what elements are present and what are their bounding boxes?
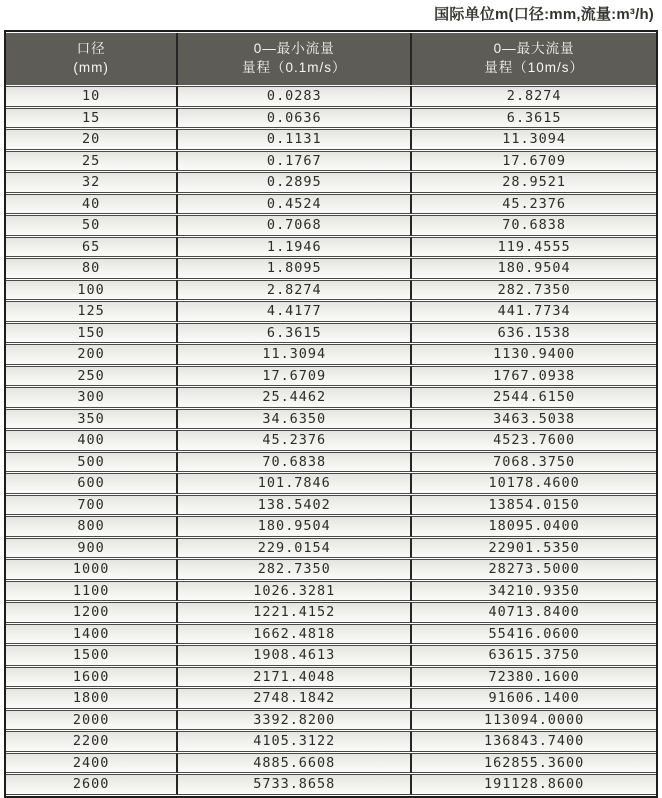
max-flow-cell: 119.4555 [412, 237, 656, 258]
header-diameter-line1: 口径 [76, 41, 106, 57]
header-min-flow [178, 33, 412, 85]
table-row [6, 495, 656, 516]
decimal-point: . [289, 711, 299, 728]
table-row [6, 387, 656, 408]
min-flow-cell: 0.0283 [178, 86, 412, 107]
min-flow-cell: 11.3094 [178, 344, 412, 365]
diameter-cell: 1000 [6, 559, 178, 580]
diameter-cell: 1500 [6, 645, 178, 666]
decimal-point: . [276, 195, 286, 212]
decimal-point: . [529, 367, 539, 384]
decimal-point: . [280, 389, 290, 406]
table-row [6, 710, 656, 731]
min-flow-cell: 0.4524 [178, 194, 412, 215]
decimal-point: . [276, 303, 286, 320]
min-flow-cell: 4885.6608 [178, 753, 412, 774]
table-row [6, 624, 656, 645]
diameter-cell: 2000 [6, 710, 178, 731]
diameter-cell: 40 [6, 194, 178, 215]
table-row [6, 473, 656, 494]
decimal-point: . [520, 217, 530, 234]
decimal-point: . [534, 647, 544, 664]
diameter-cell: 80 [6, 258, 178, 279]
min-flow-cell: 3392.8200 [178, 710, 412, 731]
decimal-point: . [534, 518, 544, 535]
max-flow-cell: 18095.0400 [412, 516, 656, 537]
min-flow-cell: 5733.8658 [178, 774, 412, 795]
table-row [6, 108, 656, 129]
min-flow-cell: 180.9504 [178, 516, 412, 537]
decimal-point: . [289, 647, 299, 664]
table-header [6, 33, 656, 85]
decimal-point: . [538, 754, 548, 771]
table-body [6, 86, 656, 795]
decimal-point: . [276, 238, 286, 255]
decimal-point: . [534, 496, 544, 513]
table-row [6, 151, 656, 172]
decimal-point: . [280, 453, 290, 470]
decimal-point: . [534, 561, 544, 578]
decimal-point: . [289, 733, 299, 750]
decimal-point: . [520, 195, 530, 212]
max-flow-cell: 72380.1600 [412, 667, 656, 688]
max-flow-cell: 7068.3750 [412, 452, 656, 473]
min-flow-cell: 17.6709 [178, 366, 412, 387]
diameter-cell: 65 [6, 237, 178, 258]
decimal-point: . [534, 604, 544, 621]
diameter-cell: 200 [6, 344, 178, 365]
max-flow-cell: 1767.0938 [412, 366, 656, 387]
diameter-cell: 1100 [6, 581, 178, 602]
table-row [6, 129, 656, 150]
decimal-point: . [538, 776, 548, 793]
decimal-point: . [520, 131, 530, 148]
decimal-point: . [280, 346, 290, 363]
min-flow-cell: 1026.3281 [178, 581, 412, 602]
max-flow-cell: 1130.9400 [412, 344, 656, 365]
decimal-point: . [534, 690, 544, 707]
header-max-flow-line1: 0—最大流量 [493, 41, 575, 57]
max-flow-cell: 28.9521 [412, 172, 656, 193]
min-flow-cell: 229.0154 [178, 538, 412, 559]
min-flow-cell: 0.2895 [178, 172, 412, 193]
header-row [6, 33, 656, 85]
diameter-cell: 800 [6, 516, 178, 537]
decimal-point: . [276, 109, 286, 126]
table-row [6, 280, 656, 301]
table-row [6, 194, 656, 215]
diameter-cell: 1800 [6, 688, 178, 709]
table-row [6, 301, 656, 322]
table-row [6, 667, 656, 688]
diameter-cell: 1200 [6, 602, 178, 623]
diameter-cell: 400 [6, 430, 178, 451]
max-flow-cell: 113094.0000 [412, 710, 656, 731]
decimal-point: . [276, 324, 286, 341]
decimal-point: . [280, 367, 290, 384]
diameter-cell: 300 [6, 387, 178, 408]
table-row [6, 215, 656, 236]
max-flow-cell: 2.8274 [412, 86, 656, 107]
max-flow-cell: 55416.0600 [412, 624, 656, 645]
table-row [6, 688, 656, 709]
diameter-cell: 1400 [6, 624, 178, 645]
min-flow-cell: 4105.3122 [178, 731, 412, 752]
diameter-cell: 150 [6, 323, 178, 344]
diameter-cell: 350 [6, 409, 178, 430]
diameter-cell: 500 [6, 452, 178, 473]
decimal-point: . [285, 475, 295, 492]
max-flow-cell: 91606.1400 [412, 688, 656, 709]
table-title: 国际单位m(口径:mm,流量:m³/h) [434, 6, 654, 23]
max-flow-cell: 17.6709 [412, 151, 656, 172]
table-row [6, 258, 656, 279]
diameter-cell: 900 [6, 538, 178, 559]
decimal-point: . [529, 389, 539, 406]
diameter-cell: 2600 [6, 774, 178, 795]
diameter-cell: 125 [6, 301, 178, 322]
min-flow-cell: 2.8274 [178, 280, 412, 301]
min-flow-cell: 25.4462 [178, 387, 412, 408]
min-flow-cell: 2748.1842 [178, 688, 412, 709]
min-flow-cell: 45.2376 [178, 430, 412, 451]
min-flow-cell: 2171.4048 [178, 667, 412, 688]
decimal-point: . [520, 152, 530, 169]
decimal-point: . [534, 668, 544, 685]
max-flow-cell: 6.3615 [412, 108, 656, 129]
decimal-point: . [534, 539, 544, 556]
decimal-point: . [525, 260, 535, 277]
table-row [6, 774, 656, 795]
table-row [6, 753, 656, 774]
decimal-point: . [515, 109, 526, 126]
max-flow-cell: 28273.5000 [412, 559, 656, 580]
decimal-point: . [285, 561, 295, 578]
max-flow-cell: 45.2376 [412, 194, 656, 215]
min-flow-cell: 70.6838 [178, 452, 412, 473]
decimal-point: . [285, 496, 295, 513]
header-max-flow-line2: 量程（10m/s） [484, 60, 584, 75]
header-diameter-line2: (mm) [73, 60, 109, 75]
decimal-point: . [276, 260, 286, 277]
diameter-cell: 700 [6, 495, 178, 516]
decimal-point: . [285, 539, 295, 556]
diameter-cell: 32 [6, 172, 178, 193]
decimal-point: . [529, 410, 539, 427]
table-row [6, 452, 656, 473]
decimal-point: . [538, 711, 548, 728]
max-flow-cell: 136843.7400 [412, 731, 656, 752]
decimal-point: . [289, 604, 299, 621]
decimal-point: . [276, 131, 286, 148]
min-flow-cell: 0.0636 [178, 108, 412, 129]
diameter-cell: 2200 [6, 731, 178, 752]
decimal-point: . [289, 776, 299, 793]
max-flow-cell: 180.9504 [412, 258, 656, 279]
max-flow-cell: 34210.9350 [412, 581, 656, 602]
min-flow-cell: 101.7846 [178, 473, 412, 494]
table-row [6, 430, 656, 451]
max-flow-cell: 40713.8400 [412, 602, 656, 623]
table-row [6, 172, 656, 193]
diameter-cell: 20 [6, 129, 178, 150]
min-flow-cell: 1662.4818 [178, 624, 412, 645]
max-flow-cell: 63615.3750 [412, 645, 656, 666]
diameter-cell: 25 [6, 151, 178, 172]
max-flow-cell: 11.3094 [412, 129, 656, 150]
max-flow-cell: 10178.4600 [412, 473, 656, 494]
decimal-point: . [529, 346, 539, 363]
min-flow-cell: 4.4177 [178, 301, 412, 322]
table-row [6, 516, 656, 537]
min-flow-cell: 0.7068 [178, 215, 412, 236]
decimal-point: . [289, 668, 299, 685]
min-flow-cell: 1221.4152 [178, 602, 412, 623]
max-flow-cell: 162855.3600 [412, 753, 656, 774]
decimal-point: . [520, 174, 530, 191]
min-flow-cell: 6.3615 [178, 323, 412, 344]
flow-range-table [4, 30, 658, 798]
table-row [6, 581, 656, 602]
min-flow-cell: 34.6350 [178, 409, 412, 430]
header-diameter [6, 33, 178, 85]
header-max-flow [412, 33, 656, 85]
header-min-flow-line1: 0—最小流量 [253, 41, 335, 57]
table-row [6, 602, 656, 623]
diameter-cell: 2400 [6, 753, 178, 774]
decimal-point: . [289, 690, 299, 707]
min-flow-cell: 1908.4613 [178, 645, 412, 666]
diameter-cell: 100 [6, 280, 178, 301]
decimal-point: . [276, 152, 286, 169]
max-flow-cell: 191128.8600 [412, 774, 656, 795]
table-row [6, 344, 656, 365]
table-row [6, 645, 656, 666]
min-flow-cell: 1.8095 [178, 258, 412, 279]
diameter-cell: 600 [6, 473, 178, 494]
decimal-point: . [276, 174, 286, 191]
diameter-cell: 1600 [6, 667, 178, 688]
decimal-point: . [289, 582, 299, 599]
decimal-point: . [525, 303, 535, 320]
decimal-point: . [538, 733, 548, 750]
min-flow-cell: 282.7350 [178, 559, 412, 580]
decimal-point: . [529, 453, 539, 470]
max-flow-cell: 636.1538 [412, 323, 656, 344]
decimal-point: . [525, 324, 535, 341]
max-flow-cell: 441.7734 [412, 301, 656, 322]
decimal-point: . [515, 88, 526, 105]
table-row [6, 366, 656, 387]
header-min-flow-line2: 量程（0.1m/s） [241, 60, 347, 75]
diameter-cell: 10 [6, 86, 178, 107]
max-flow-cell: 282.7350 [412, 280, 656, 301]
decimal-point: . [289, 754, 299, 771]
min-flow-cell: 0.1767 [178, 151, 412, 172]
min-flow-cell: 1.1946 [178, 237, 412, 258]
decimal-point: . [276, 217, 286, 234]
table-row [6, 409, 656, 430]
diameter-cell: 15 [6, 108, 178, 129]
decimal-point: . [534, 625, 544, 642]
max-flow-cell: 2544.6150 [412, 387, 656, 408]
table-row [6, 86, 656, 107]
decimal-point: . [276, 88, 286, 105]
table-row [6, 538, 656, 559]
table-row [6, 731, 656, 752]
decimal-point: . [534, 475, 544, 492]
max-flow-cell: 3463.5038 [412, 409, 656, 430]
decimal-point: . [285, 518, 295, 535]
decimal-point: . [276, 281, 286, 298]
max-flow-cell: 13854.0150 [412, 495, 656, 516]
max-flow-cell: 22901.5350 [412, 538, 656, 559]
min-flow-cell: 0.1131 [178, 129, 412, 150]
table-row [6, 559, 656, 580]
decimal-point: . [525, 281, 535, 298]
decimal-point: . [289, 625, 299, 642]
decimal-point: . [534, 582, 544, 599]
max-flow-cell: 70.6838 [412, 215, 656, 236]
decimal-point: . [280, 432, 290, 449]
decimal-point: . [529, 432, 539, 449]
diameter-cell: 50 [6, 215, 178, 236]
table-row [6, 323, 656, 344]
diameter-cell: 250 [6, 366, 178, 387]
table-row [6, 237, 656, 258]
decimal-point: . [280, 410, 290, 427]
decimal-point: . [525, 238, 535, 255]
min-flow-cell: 138.5402 [178, 495, 412, 516]
max-flow-cell: 4523.7600 [412, 430, 656, 451]
